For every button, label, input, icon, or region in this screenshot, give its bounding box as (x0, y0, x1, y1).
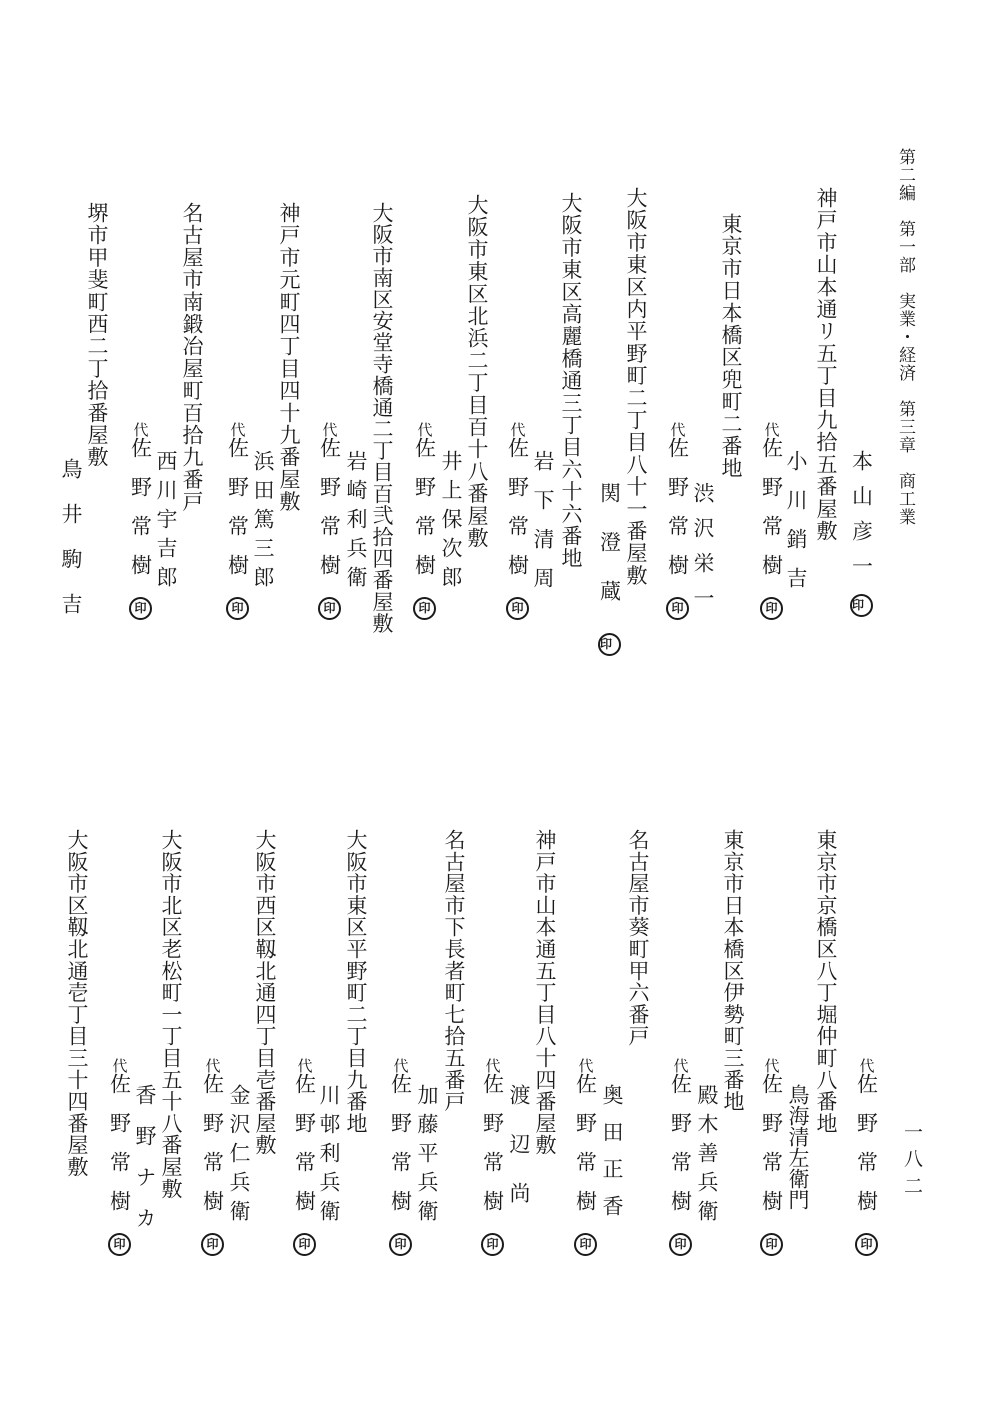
entry-person: 加藤平兵衛 (415, 1084, 439, 1229)
seal-icon: 印 (574, 1233, 597, 1256)
seal-icon: 印 (293, 1233, 316, 1256)
entry-agent: 代佐野常樹印 (226, 422, 249, 620)
entry-person: 関澄蔵印 (598, 482, 621, 656)
entry-address: 神戸市元町四丁目四十九番屋敷 (277, 202, 301, 513)
entry-agent: 代佐野常樹印 (506, 422, 529, 620)
entry-address: 名古屋市葵町甲六番戸 (626, 829, 650, 1047)
entry-address: 大阪市東区高麗橋通三丁目六十六番地 (559, 192, 583, 570)
entry-person: 奥田正香 (600, 1084, 624, 1232)
seal-icon: 印 (666, 597, 689, 620)
entry-agent: 代佐野常樹印 (108, 1058, 131, 1256)
seal-icon: 印 (506, 597, 529, 620)
entry-person: 渡辺尚 (507, 1084, 531, 1231)
entry-person: 渋沢栄一 (691, 482, 715, 622)
entry-address: 堺市甲斐町西二丁拾番屋敷 (85, 202, 109, 469)
entry-address: 大阪市東区北浜二丁目百十八番屋敷 (465, 194, 489, 550)
entry-person: 岩崎利兵衛 (344, 450, 368, 595)
entry-address: 東京市日本橋区伊勢町三番地 (721, 829, 745, 1113)
entry-agent: 代佐野常樹印 (389, 1058, 412, 1256)
entry-address: 大阪市北区老松町一丁目五十八番屋敷 (159, 829, 183, 1200)
seal-icon: 印 (481, 1233, 504, 1256)
entry-agent: 代佐野常樹印 (413, 422, 436, 620)
entry-address: 神戸市山本通リ五丁目九拾五番屋敷 (814, 187, 838, 543)
seal-icon: 印 (318, 597, 341, 620)
entry-address: 東京市日本橋区兜町二番地 (719, 213, 743, 480)
seal-icon: 印 (413, 597, 436, 620)
entry-agent: 代佐野常樹印 (318, 422, 341, 620)
entry-address: 大阪市区靱北通壱丁目三十四番屋敷 (65, 829, 89, 1178)
entry-agent: 代佐野常樹印 (293, 1058, 316, 1256)
entry-person: 鳥海清左衛門 (786, 1084, 810, 1210)
running-head: 第二編 第一部 実業・経済 第三章 商工業 (895, 148, 915, 526)
page-number: 一八二 (901, 1122, 923, 1203)
entry-agent: 代佐野常樹印 (669, 1058, 692, 1256)
entry-agent: 代佐野常樹印 (481, 1058, 504, 1256)
entry-person: 小川銷吉 (784, 450, 808, 606)
seal-icon: 印 (201, 1233, 224, 1256)
entry-name: 本山彦一印 (850, 450, 873, 617)
seal-icon: 印 (389, 1233, 412, 1256)
entry-person: 鳥井駒吉 (59, 458, 83, 638)
seal-icon: 印 (669, 1233, 692, 1256)
entry-address: 名古屋市下長者町七拾五番戸 (442, 829, 466, 1113)
entry-person: 西川宇吉郎 (154, 450, 178, 595)
entry-agent: 代佐野常樹印 (201, 1058, 224, 1256)
seal-icon: 印 (760, 597, 783, 620)
seal-icon: 印 (855, 1233, 878, 1256)
entry-address: 大阪市東区平野町二丁目九番地 (344, 829, 368, 1135)
seal-icon: 印 (760, 1233, 783, 1256)
entry-person: 殿木善兵衛 (695, 1084, 719, 1229)
entry-address: 大阪市東区内平野町二丁目八十一番屋敷 (624, 187, 648, 587)
seal-icon: 印 (129, 597, 152, 620)
entry-agent: 代佐野常樹印 (666, 422, 689, 620)
entry-agent: 代佐野常樹印 (760, 1058, 783, 1256)
seal-icon: 印 (598, 633, 621, 656)
entry-person: 川邨利兵衛 (317, 1084, 341, 1229)
entry-address: 神戸市山本通五丁目八十四番屋敷 (533, 829, 557, 1156)
seal-icon: 印 (108, 1233, 131, 1256)
entry-agent: 代佐野常樹印 (760, 422, 783, 620)
entry-agent: 代佐野常樹印 (129, 422, 152, 620)
entry-person: 香野ナカ (133, 1084, 157, 1248)
entry-address: 東京市京橋区八丁堀仲町八番地 (814, 829, 838, 1135)
entry-person: 浜田篤三郎 (251, 450, 275, 595)
entry-person: 井上保次郎 (439, 450, 463, 595)
entry-agent: 代佐野常樹印 (574, 1058, 597, 1256)
entry-agent: 代佐野常樹印 (855, 1058, 878, 1256)
entry-address: 大阪市南区安堂寺橋通二丁目百弐拾四番屋敷 (370, 202, 394, 634)
entry-address: 大阪市西区靱北通四丁目壱番屋敷 (253, 829, 277, 1156)
entry-person: 金沢仁兵衛 (227, 1084, 251, 1229)
entry-person: 岩下清周 (531, 450, 555, 606)
seal-icon: 印 (226, 597, 249, 620)
seal-icon: 印 (850, 594, 873, 617)
entry-address: 名古屋市南鍛冶屋町百拾九番戸 (180, 202, 204, 513)
